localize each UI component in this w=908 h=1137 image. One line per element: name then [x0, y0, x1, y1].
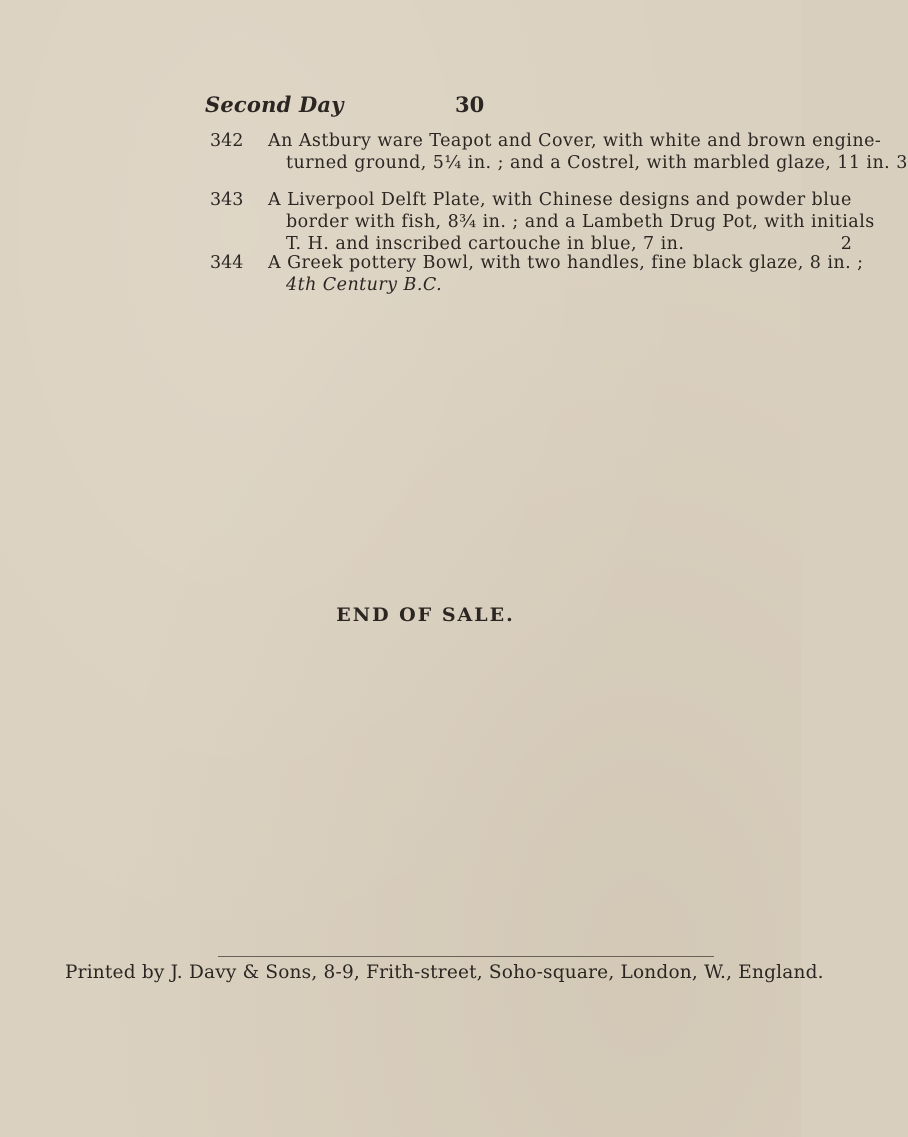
- lot-number: 342: [210, 131, 244, 151]
- lot-number: 343: [210, 190, 244, 210]
- lot-description: [268, 189, 875, 255]
- footer-divider: [218, 956, 714, 957]
- lot-description: [268, 130, 908, 174]
- lot-description-line: border with fish, 8¾ in. ; and a Lambeth Drug Pot, with initials: [286, 212, 875, 232]
- lot-number: 344: [210, 253, 244, 273]
- lot-description-line: 4th Century B.C.: [286, 275, 443, 295]
- lot-description-line: A Liverpool Delft Plate, with Chinese designs and powder blue: [268, 190, 852, 210]
- printer-imprint: Printed by J. Davy & Sons, 8-9, Frith-street, Soho-square, London, W., England.: [65, 962, 824, 983]
- page-header: [205, 92, 505, 122]
- lot-description: [268, 252, 864, 296]
- lot-description-line: An Astbury ware Teapot and Cover, with white and brown engine-: [268, 131, 882, 151]
- end-of-sale-heading: END OF SALE.: [336, 604, 515, 626]
- page-title: Second Day: [205, 92, 344, 117]
- lot-description-line: turned ground, 5¼ in. ; and a Costrel, with marbled glaze, 11 in. 3: [286, 153, 908, 173]
- lot-description-line: T. H. and inscribed cartouche in blue, 7 in. 2: [286, 234, 853, 254]
- lot-description-line: A Greek pottery Bowl, with two handles, fine black glaze, 8 in. ;: [268, 253, 864, 273]
- page-number: 30: [455, 92, 485, 117]
